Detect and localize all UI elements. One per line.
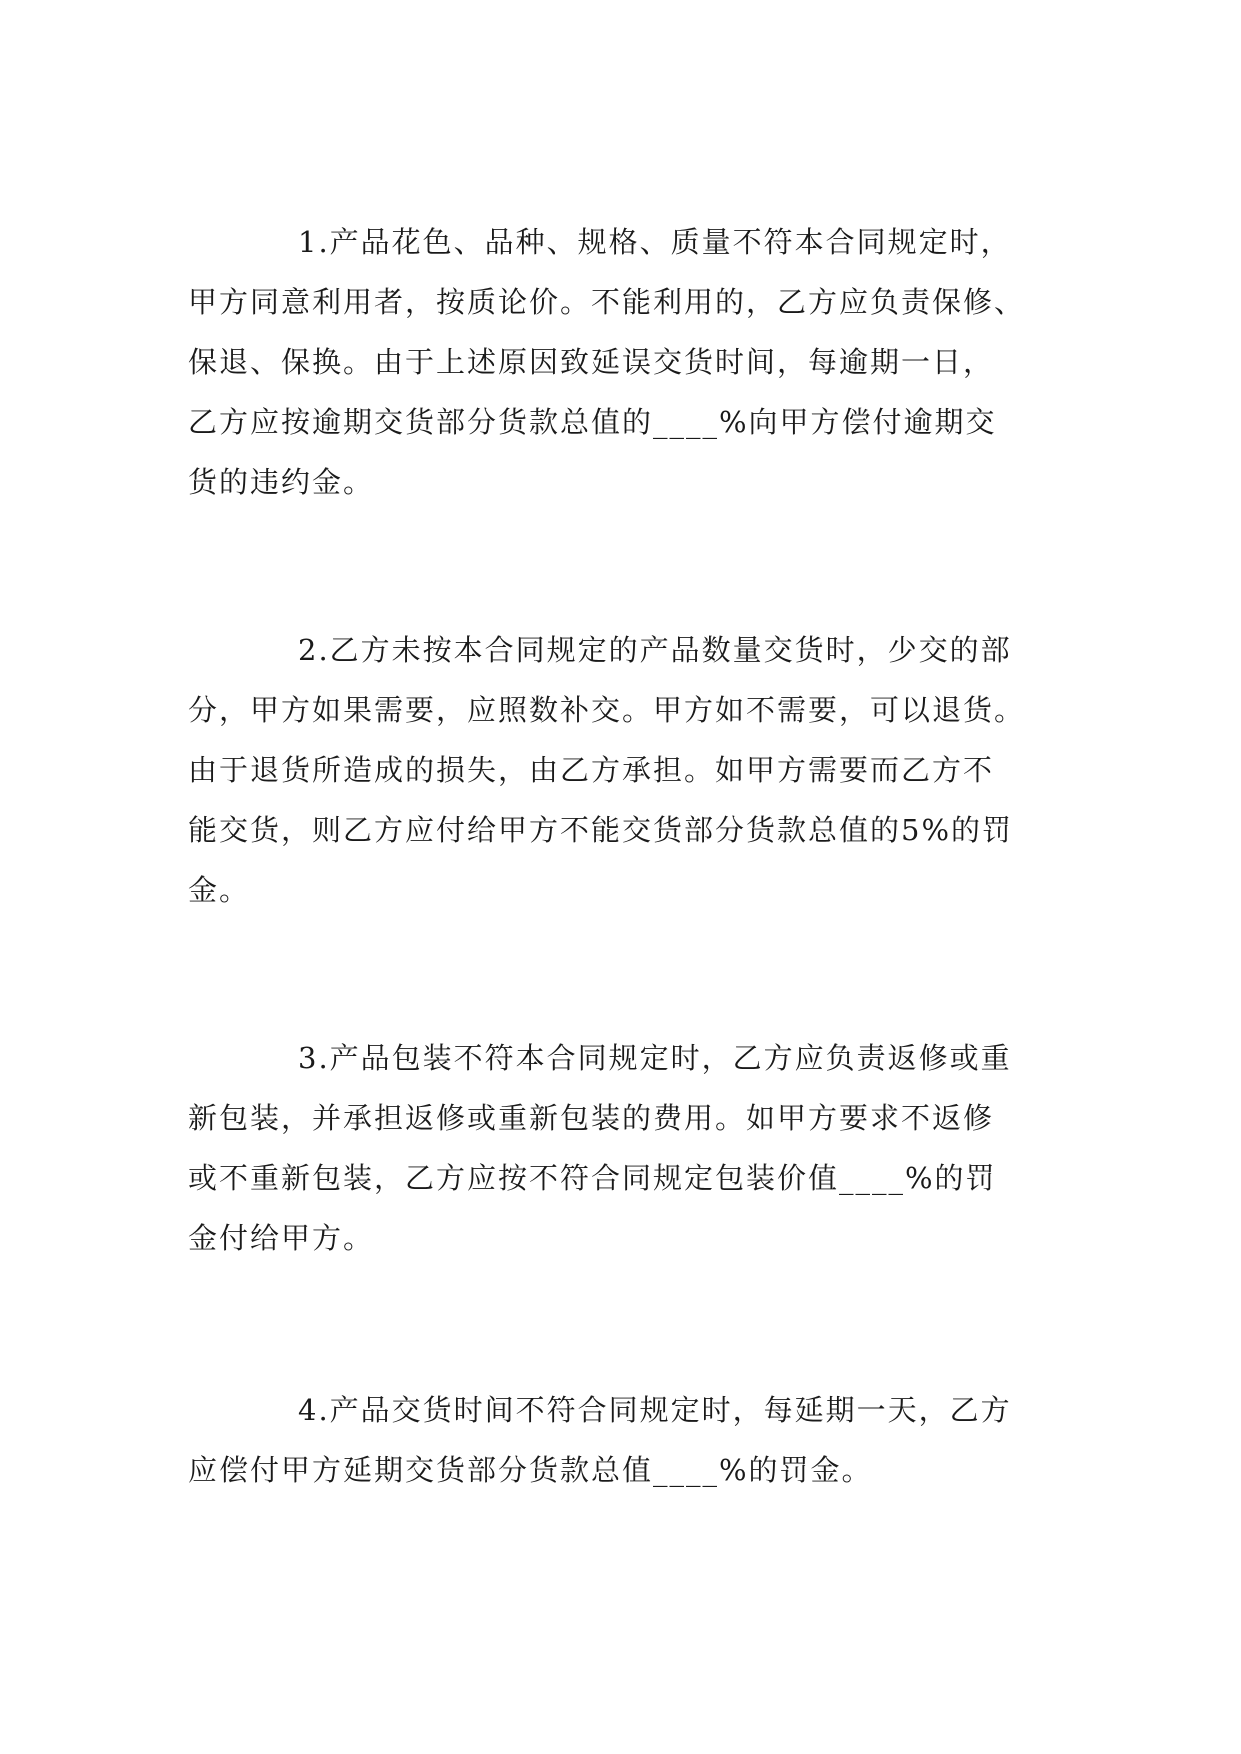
clause-2-line-2: 分，甲方如果需要，应照数补交。甲方如不需要，可以退货。	[188, 693, 1026, 727]
clause-3-line-4: 金付给甲方。	[188, 1221, 375, 1255]
clause-2	[188, 620, 1068, 920]
clause-2-line-1: 2.乙方未按本合同规定的产品数量交货时，少交的部	[298, 633, 1012, 667]
clause-4	[188, 1380, 1068, 1500]
clause-3-line-2: 新包装，并承担返修或重新包装的费用。如甲方要求不返修	[188, 1101, 995, 1135]
clause-3-line-1: 3.产品包装不符本合同规定时，乙方应负责返修或重	[298, 1041, 1012, 1075]
clause-1	[188, 212, 1068, 512]
clause-1-line-4: 乙方应按逾期交货部分货款总值的____%向甲方偿付逾期交	[188, 405, 997, 439]
clause-2-line-3: 由于退货所造成的损失，由乙方承担。如甲方需要而乙方不	[188, 753, 995, 787]
clause-4-line-2: 应偿付甲方延期交货部分货款总值____%的罚金。	[188, 1453, 873, 1487]
clause-1-line-5: 货的违约金。	[188, 465, 375, 499]
clause-2-line-5: 金。	[188, 873, 251, 907]
clause-2-line-4: 能交货，则乙方应付给甲方不能交货部分货款总值的5%的罚	[188, 813, 1014, 847]
clause-1-line-2: 甲方同意利用者，按质论价。不能利用的，乙方应负责保修、	[188, 285, 1026, 319]
clause-1-line-3: 保退、保换。由于上述原因致延误交货时间，每逾期一日，	[188, 345, 995, 379]
clause-3	[188, 1028, 1068, 1268]
clause-3-line-3: 或不重新包装，乙方应按不符合同规定包装价值____%的罚	[188, 1161, 997, 1195]
clause-1-line-1: 1.产品花色、品种、规格、质量不符本合同规定时，	[298, 225, 1012, 259]
clause-4-line-1: 4.产品交货时间不符合同规定时，每延期一天，乙方	[298, 1393, 1012, 1427]
